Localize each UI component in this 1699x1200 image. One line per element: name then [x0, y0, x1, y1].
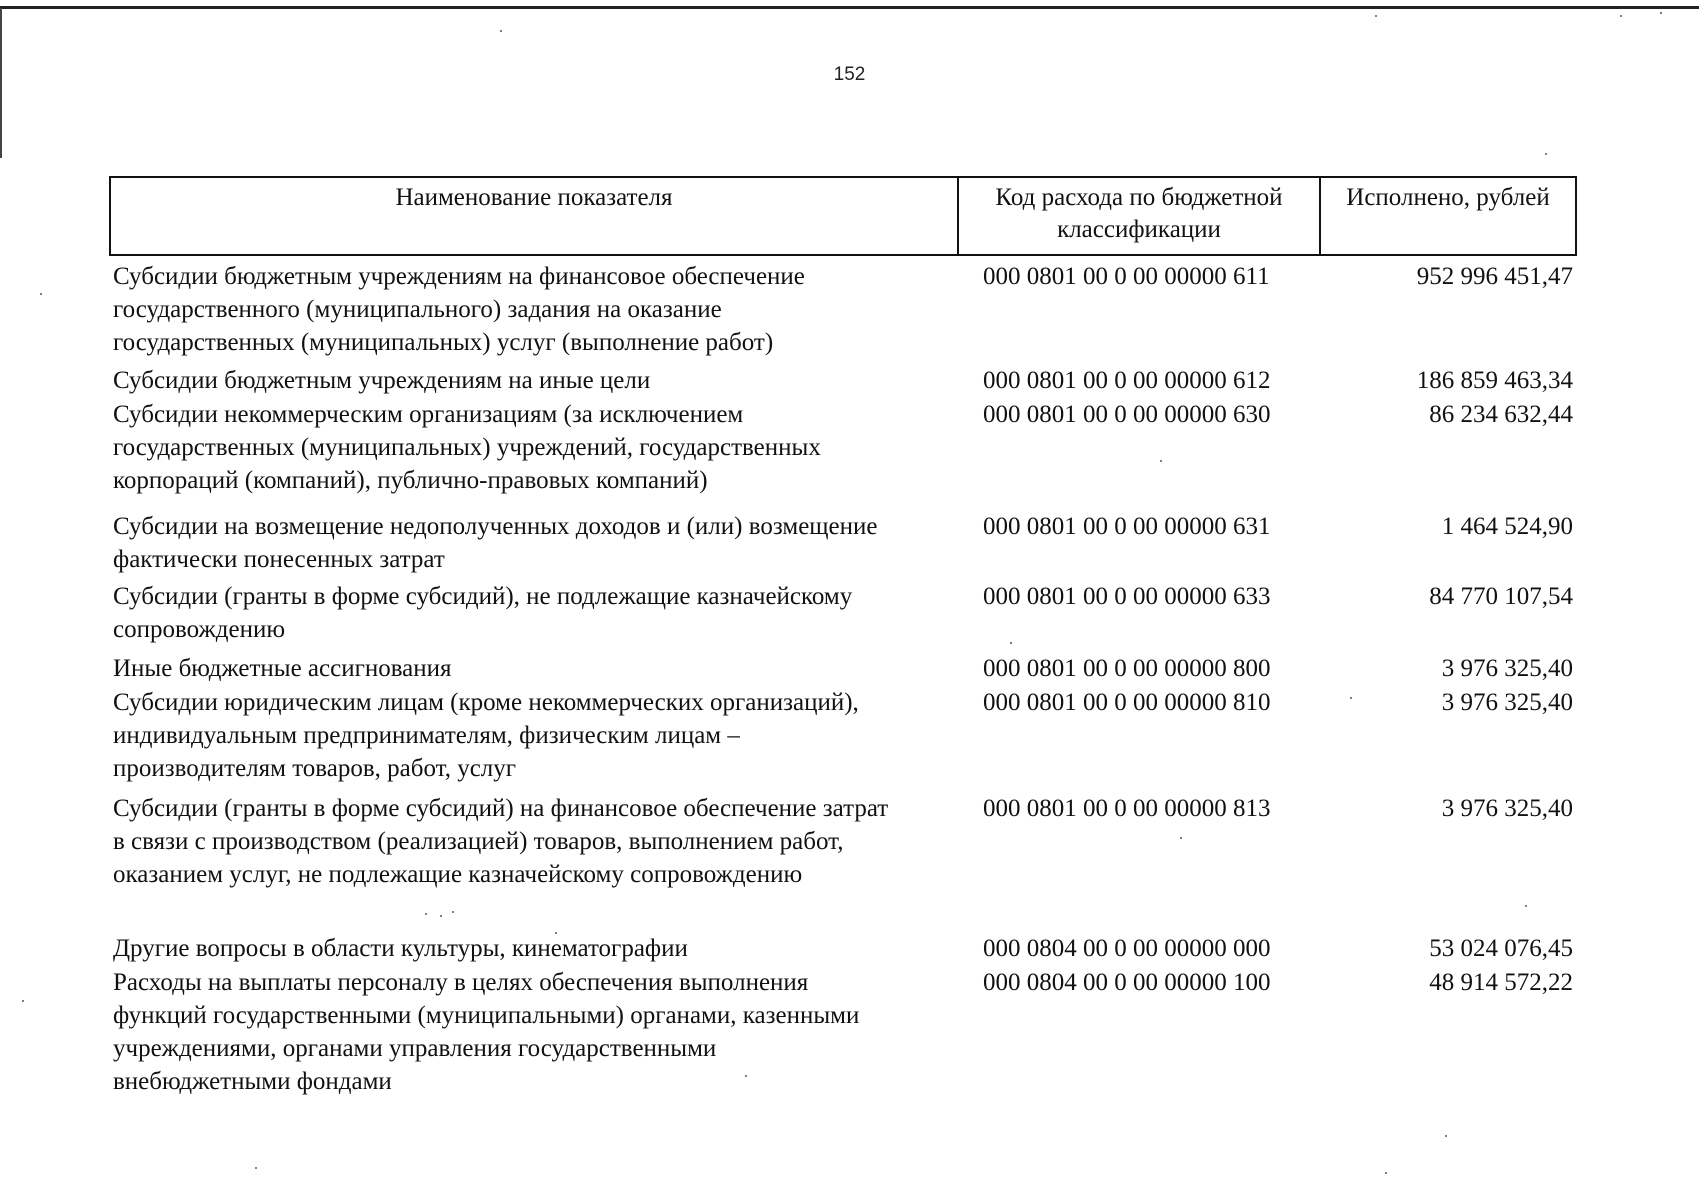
row-code: 000 0801 00 0 00 00000 630: [983, 401, 1271, 428]
row-name-line: Субсидии юридическим лицам (кроме некоммерческих организаций),: [113, 689, 859, 716]
row-name-line: учреждениями, органами управления государственными: [113, 1035, 717, 1062]
row-name-line: корпораций (компаний), публично-правовых компаний): [113, 467, 708, 494]
scan-speck: [745, 1075, 747, 1077]
row-name-line: в связи с производством (реализацией) товаров, выполнением работ,: [113, 828, 844, 855]
scan-speck: [1620, 15, 1622, 17]
row-name-line: внебюджетными фондами: [113, 1068, 392, 1095]
row-name-line: Субсидии (гранты в форме субсидий), не подлежащие казначейскому: [113, 583, 853, 610]
row-code: 000 0801 00 0 00 00000 633: [983, 583, 1271, 610]
row-name: [113, 966, 953, 1098]
row-code: 000 0801 00 0 00 00000 813: [983, 795, 1271, 822]
row-code: 000 0801 00 0 00 00000 611: [983, 263, 1270, 290]
row-amount: 952 996 451,47: [1416, 263, 1573, 290]
table-header: [109, 176, 1577, 256]
page-number: 152: [833, 64, 866, 85]
row-name: [113, 652, 953, 685]
row-name-line: Субсидии бюджетным учреждениям на иные цели: [113, 367, 651, 394]
row-name: [113, 686, 953, 785]
row-code: 000 0801 00 0 00 00000 612: [983, 367, 1271, 394]
row-code: 000 0801 00 0 00 00000 810: [983, 689, 1271, 716]
scan-speck: [22, 1000, 24, 1002]
scan-speck: [452, 911, 454, 913]
row-name-line: Субсидии (гранты в форме субсидий) на финансовое обеспечение затрат: [113, 795, 889, 822]
row-name-line: производителям товаров, работ, услуг: [113, 755, 517, 782]
row-name: [113, 932, 953, 965]
scan-speck: [1010, 642, 1012, 644]
row-amount: 3 976 325,40: [1441, 655, 1573, 682]
scan-speck: [1545, 153, 1547, 155]
row-name-line: индивидуальным предпринимателям, физическим лицам –: [113, 722, 740, 749]
scan-speck: [1660, 12, 1662, 14]
scan-speck: [1385, 1172, 1387, 1174]
scan-speck: [40, 293, 42, 295]
row-amount: 84 770 107,54: [1429, 583, 1573, 610]
row-code: 000 0804 00 0 00 00000 000: [983, 935, 1271, 962]
header-executed-cell: [1321, 178, 1575, 254]
scan-speck: [1445, 1135, 1447, 1137]
row-amount: 53 024 076,45: [1429, 935, 1573, 962]
row-name: [113, 364, 953, 397]
scan-speck: [1375, 15, 1377, 17]
row-name-line: Иные бюджетные ассигнования: [113, 655, 452, 682]
scan-speck: [425, 913, 427, 915]
header-code-cell: [959, 178, 1321, 254]
scan-speck: [255, 1167, 257, 1169]
row-amount: 186 859 463,34: [1416, 367, 1573, 394]
header-name-label: Наименование показателя: [395, 184, 673, 211]
header-name-cell: [111, 178, 959, 254]
row-name-line: Субсидии на возмещение недополученных доходов и (или) возмещение: [113, 513, 878, 540]
header-code-label-line1: Код расхода по бюджетной: [995, 184, 1283, 211]
row-name-line: сопровождению: [113, 616, 286, 643]
row-amount: 48 914 572,22: [1429, 969, 1573, 996]
row-name-line: оказанием услуг, не подлежащие казначейскому сопровождению: [113, 861, 803, 888]
row-code: 000 0804 00 0 00 00000 100: [983, 969, 1271, 996]
row-name: [113, 260, 953, 359]
row-name-line: Расходы на выплаты персоналу в целях обеспечения выполнения: [113, 969, 809, 996]
row-name-line: функций государственными (муниципальными) органами, казенными: [113, 1002, 860, 1029]
scan-speck: [440, 915, 442, 917]
row-amount: 1 464 524,90: [1441, 513, 1573, 540]
scan-speck: [1180, 837, 1182, 839]
row-amount: 3 976 325,40: [1441, 795, 1573, 822]
scan-speck: [1350, 697, 1352, 699]
row-name: [113, 580, 953, 646]
row-name-line: Субсидии некоммерческим организациям (за исключением: [113, 401, 744, 428]
scan-speck: [500, 30, 502, 32]
top-border-line: [0, 6, 1699, 9]
row-name: [113, 398, 953, 497]
row-code: 000 0801 00 0 00 00000 631: [983, 513, 1271, 540]
header-code-label-line2: классификации: [1057, 216, 1221, 243]
row-name: [113, 792, 953, 891]
row-name-line: Субсидии бюджетным учреждениям на финансовое обеспечение: [113, 263, 805, 290]
scan-speck: [555, 932, 557, 934]
row-name-line: фактически понесенных затрат: [113, 546, 445, 573]
row-name-line: Другие вопросы в области культуры, кинематографии: [113, 935, 688, 962]
row-code: 000 0801 00 0 00 00000 800: [983, 655, 1271, 682]
header-executed-label: Исполнено, рублей: [1346, 184, 1550, 211]
scan-speck: [1160, 460, 1162, 462]
row-name-line: государственных (муниципальных) учреждений, государственных: [113, 434, 821, 461]
row-name-line: государственных (муниципальных) услуг (выполнение работ): [113, 329, 774, 356]
row-amount: 86 234 632,44: [1429, 401, 1573, 428]
row-name-line: государственного (муниципального) задания на оказание: [113, 296, 722, 323]
row-amount: 3 976 325,40: [1441, 689, 1573, 716]
row-name: [113, 510, 953, 576]
scan-speck: [1525, 905, 1527, 907]
